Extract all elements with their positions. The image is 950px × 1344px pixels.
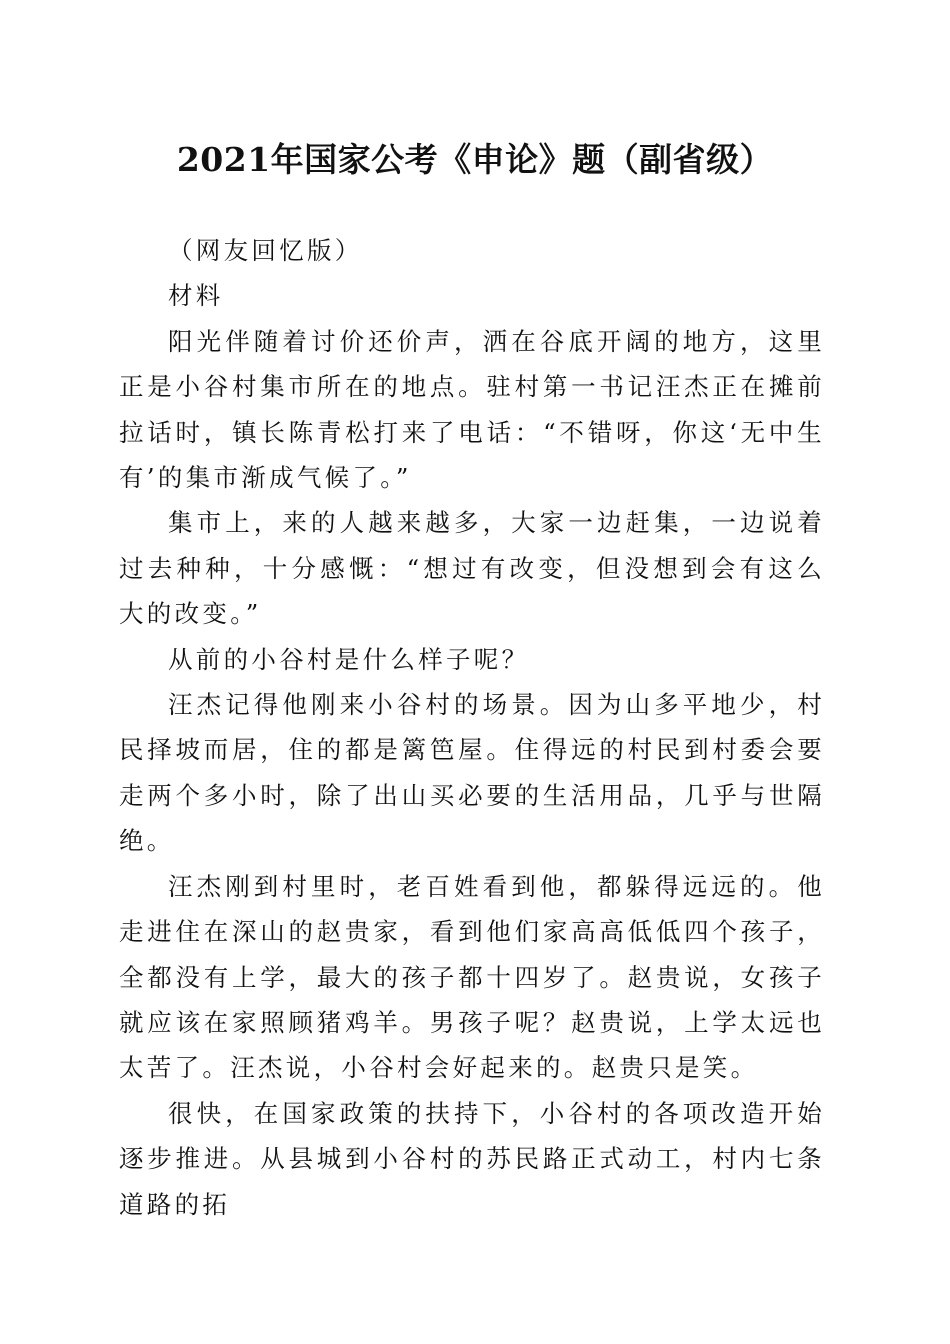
paragraph: 很快，在国家政策的扶持下，小谷村的各项改造开始逐步推进。从县城到小谷村的苏民路正式动工，村内七条道路的拓 xyxy=(119,1098,825,1219)
paragraph-section-heading: 材料 xyxy=(168,281,224,311)
paragraph: 从前的小谷村是什么样子呢？ xyxy=(168,644,530,674)
paragraph-note: （网友回忆版） xyxy=(168,236,363,265)
paragraph: 集市上，来的人越来越多，大家一边赶集，一边说着过去种种，十分感慨：“想过有改变，但没想到会有这么大的改变。” xyxy=(119,508,825,629)
document-title: 2021年国家公考《申论》题（副省级） xyxy=(176,140,774,179)
document-body xyxy=(119,228,825,1227)
paragraph: 汪杰记得他刚来小谷村的场景。因为山多平地少，村民择坡而居，住的都是篱笆屋。住得远的村民到村委会要走两个多小时，除了出山买必要的生活用品，几乎与世隔绝。 xyxy=(119,690,825,856)
paragraph: 汪杰刚到村里时，老百姓看到他，都躲得远远的。他走进住在深山的赵贵家，看到他们家高高低低四个孩子，全都没有上学，最大的孩子都十四岁了。赵贵说，女孩子就应该在家照顾猪鸡羊。男孩子呢？赵贵说，上学太远也太苦了。汪杰说，小谷村会好起来的。赵贵只是笑。 xyxy=(119,871,825,1083)
paragraph: 阳光伴随着讨价还价声，洒在谷底开阔的地方，这里正是小谷村集市所在的地点。驻村第一书记汪杰正在摊前拉话时，镇长陈青松打来了电话：“不错呀，你这‘无中生有’的集市渐成气候了。” xyxy=(119,326,825,493)
